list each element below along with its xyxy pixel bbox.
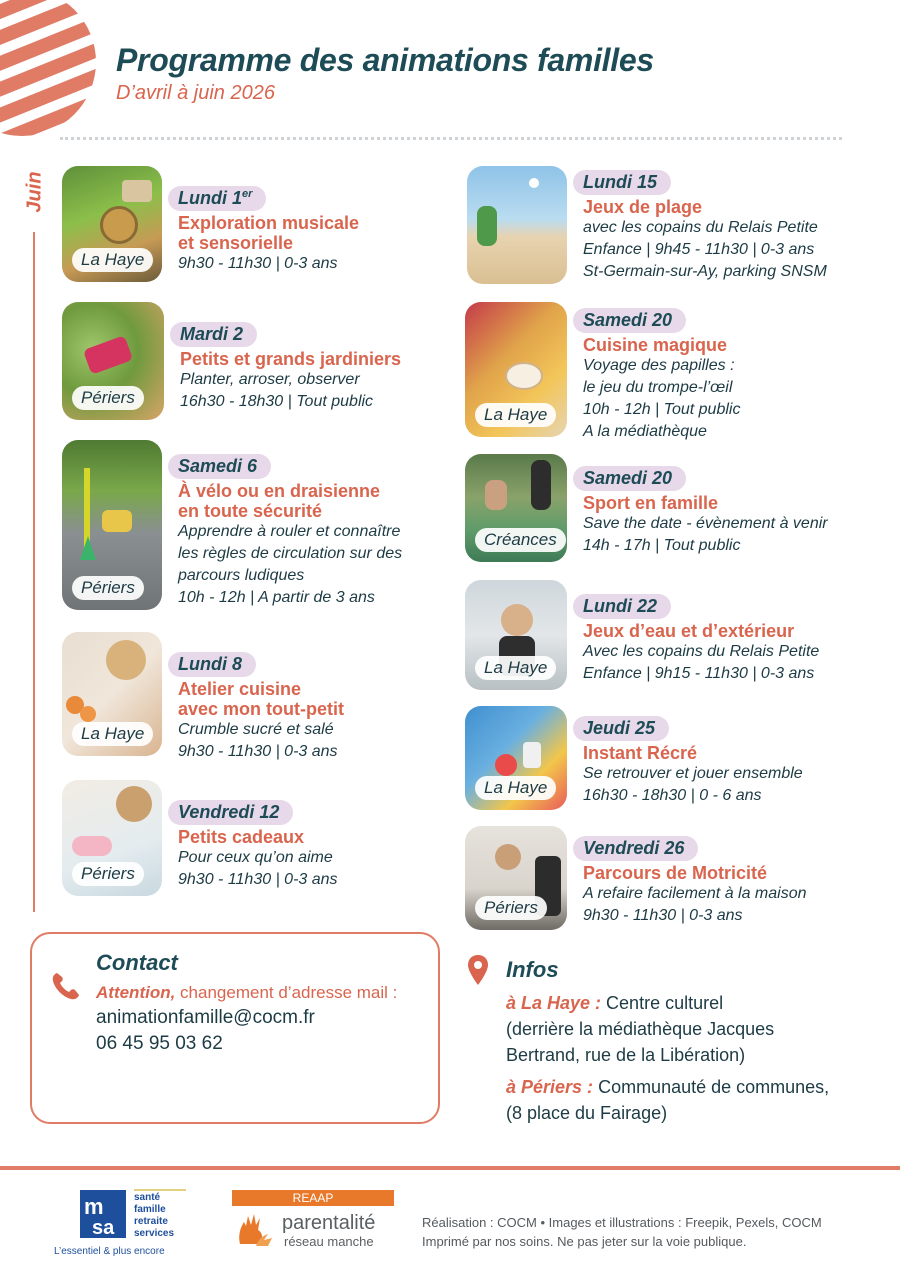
event-description: Se retrouver et jouer ensemble 16h30 - 18h30 | 0 - 6 ans bbox=[583, 765, 803, 804]
contact-phone[interactable]: 06 45 95 03 62 bbox=[96, 1033, 223, 1054]
month-label: Juin bbox=[23, 171, 46, 213]
event-day: Vendredi 12 bbox=[168, 800, 293, 825]
event-title: Petits et grands jardiniers bbox=[180, 349, 402, 369]
location-pin-icon bbox=[466, 954, 490, 986]
event-location: La Haye bbox=[475, 403, 556, 427]
infos-periers: à Périers : Communauté de communes, (8 place du Fairage) bbox=[506, 1077, 830, 1123]
event-location: Périers bbox=[475, 896, 547, 920]
event-day: Lundi 1er bbox=[168, 186, 266, 211]
event-title: À vélo ou en draisienne en toute sécurité bbox=[178, 481, 381, 521]
event-day: Lundi 8 bbox=[168, 652, 256, 677]
event-day: Samedi 20 bbox=[573, 466, 686, 491]
infos-title: Infos bbox=[506, 957, 559, 982]
svg-text:famille: famille bbox=[134, 1204, 166, 1215]
event-title: Jeux d’eau et d’extérieur bbox=[583, 621, 795, 641]
event-description: 9h30 - 11h30 | 0-3 ans bbox=[178, 255, 338, 272]
event-day: Lundi 15 bbox=[573, 170, 671, 195]
event-location: La Haye bbox=[475, 656, 556, 680]
event-description: Planter, arroser, observer 16h30 - 18h30 | Tout public bbox=[180, 371, 374, 410]
event-photo bbox=[465, 580, 567, 690]
event-title: Parcours de Motricité bbox=[583, 863, 768, 883]
footer-divider bbox=[0, 1166, 900, 1170]
svg-text:services: services bbox=[134, 1228, 175, 1239]
page-subtitle: D’avril à juin 2026 bbox=[116, 82, 275, 104]
event-day: Mardi 2 bbox=[170, 322, 257, 347]
event-photo bbox=[62, 302, 164, 420]
event-location: Périers bbox=[72, 386, 144, 410]
hands-icon bbox=[234, 1210, 278, 1250]
event-day: Jeudi 25 bbox=[573, 716, 669, 741]
event-description: Voyage des papilles : le jeu du trompe-l’œil 10h - 12h | Tout public A la médiathèque bbox=[583, 357, 741, 440]
event-photo bbox=[467, 166, 567, 284]
event-photo bbox=[465, 454, 567, 562]
event-photo bbox=[62, 780, 162, 896]
event-day: Vendredi 26 bbox=[573, 836, 698, 861]
svg-text:L’essentiel & plus encore: L’essentiel & plus encore bbox=[54, 1246, 165, 1257]
event-location: La Haye bbox=[72, 248, 153, 272]
event-day: Samedi 6 bbox=[168, 454, 271, 479]
event-title: Exploration musicale et sensorielle bbox=[178, 213, 360, 253]
svg-text:santé: santé bbox=[134, 1192, 161, 1203]
reaap-logo: REAAP parentalité réseau manche bbox=[232, 1190, 394, 1252]
event-day: Lundi 22 bbox=[573, 594, 671, 619]
event-description: Apprendre à rouler et connaître les règles de circulation sur des parcours ludiques 10h - 12h | A partir de 3 ans bbox=[178, 523, 403, 606]
event-title: Instant Récré bbox=[583, 743, 698, 763]
event-title: Jeux de plage bbox=[583, 197, 703, 217]
contact-email[interactable]: animationfamille@cocm.fr bbox=[96, 1007, 315, 1028]
month-timeline bbox=[33, 232, 35, 912]
event-photo bbox=[62, 632, 162, 756]
event-description: A refaire facilement à la maison 9h30 - 11h30 | 0-3 ans bbox=[583, 885, 807, 924]
dotted-divider bbox=[60, 137, 842, 140]
page-title: Programme des animations familles bbox=[116, 42, 654, 78]
event-title: Atelier cuisine avec mon tout-petit bbox=[178, 679, 345, 719]
event-description: avec les copains du Relais Petite Enfance | 9h45 - 11h30 | 0-3 ans St-Germain-sur-Ay, parking SNSM bbox=[583, 219, 827, 280]
event-photo bbox=[465, 302, 567, 437]
event-location: Périers bbox=[72, 862, 144, 886]
svg-text:sa: sa bbox=[92, 1217, 115, 1239]
msa-logo bbox=[54, 1188, 194, 1258]
contact-title: Contact bbox=[96, 950, 178, 975]
svg-text:m: m bbox=[84, 1194, 104, 1219]
event-location: Créances bbox=[475, 528, 566, 552]
event-description: Save the date - évènement à venir 14h - 17h | Tout public bbox=[583, 515, 828, 554]
corner-decoration bbox=[0, 0, 110, 145]
event-photo bbox=[465, 706, 567, 810]
infos-la-haye: à La Haye : Centre culturel (derrière la médiathèque Jacques Bertrand, rue de la Libération) bbox=[506, 993, 775, 1065]
event-title: Cuisine magique bbox=[583, 335, 728, 355]
event-day: Samedi 20 bbox=[573, 308, 686, 333]
event-photo bbox=[465, 826, 567, 930]
event-description: Pour ceux qu’on aime 9h30 - 11h30 | 0-3 ans bbox=[178, 849, 338, 888]
footer-credits: Réalisation : COCM • Images et illustrations : Freepik, Pexels, COCM Imprimé par nos soins. Ne pas jeter sur la voie publique. bbox=[422, 1215, 822, 1249]
event-description: Avec les copains du Relais Petite Enfance | 9h15 - 11h30 | 0-3 ans bbox=[583, 643, 820, 682]
phone-icon bbox=[50, 970, 82, 1002]
event-description: Crumble sucré et salé 9h30 - 11h30 | 0-3 ans bbox=[178, 721, 338, 760]
event-title: Petits cadeaux bbox=[178, 827, 305, 847]
contact-notice: Attention, changement d’adresse mail : bbox=[96, 983, 398, 1002]
event-location: Périers bbox=[72, 576, 144, 600]
svg-text:retraite: retraite bbox=[134, 1216, 168, 1227]
event-photo bbox=[62, 440, 162, 610]
event-location: La Haye bbox=[72, 722, 153, 746]
event-title: Sport en famille bbox=[583, 493, 719, 513]
event-location: La Haye bbox=[475, 776, 556, 800]
event-photo bbox=[62, 166, 162, 282]
